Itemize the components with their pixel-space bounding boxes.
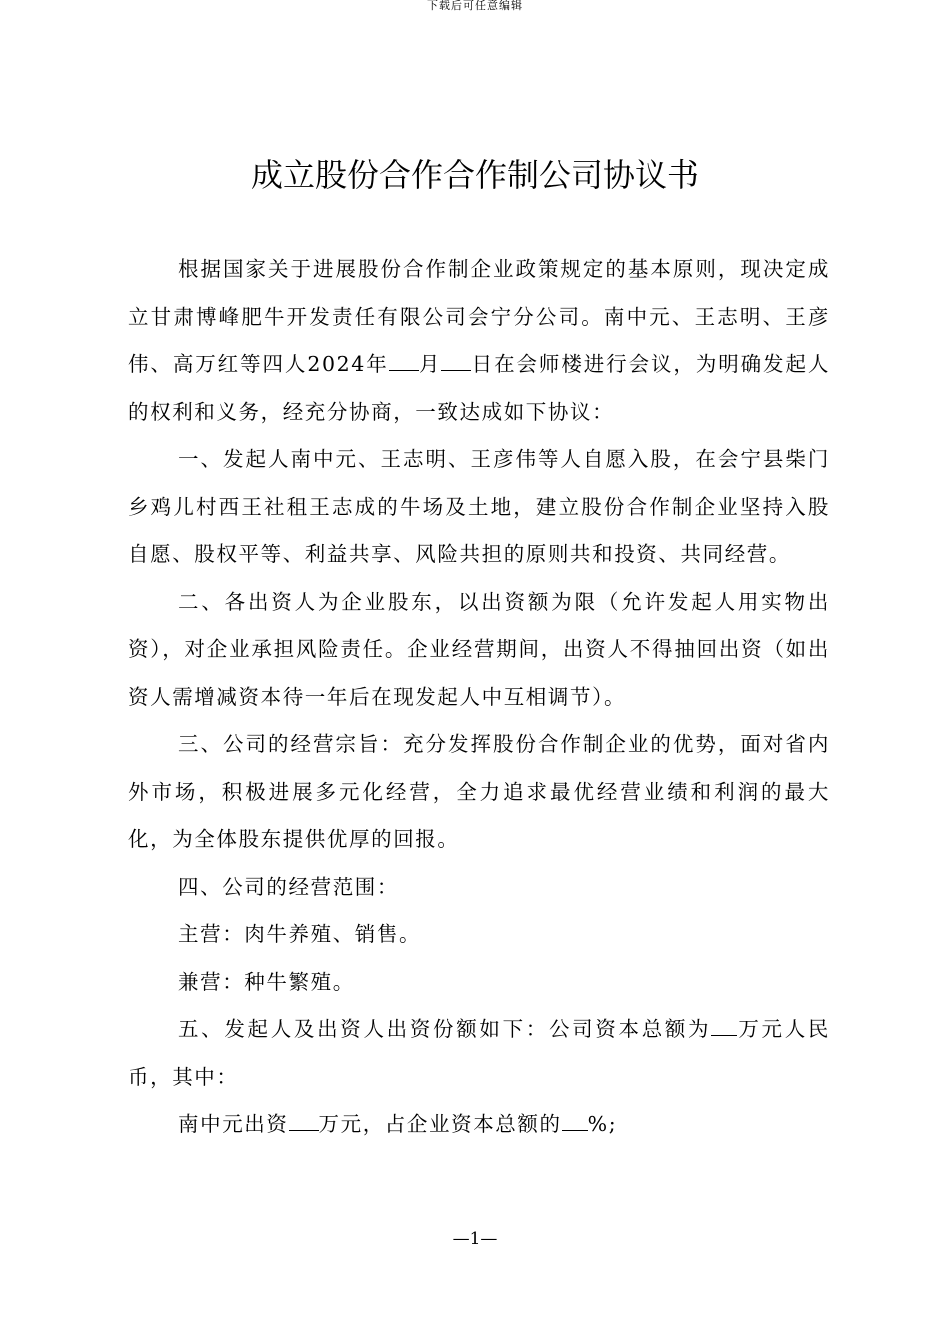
blank-month: [389, 348, 419, 371]
intro-text-part-3: 日在会师楼进行会议，为明确发起人的权利和义务，经充分协商，一致达成如下协议：: [128, 352, 830, 424]
blank-total-capital: [711, 1013, 737, 1036]
document-title: 成立股份合作合作制公司协议书: [250, 156, 699, 194]
clause-2-paragraph: 二、各出资人为企业股东，以出资额为限（允许发起人用实物出资），对企业承担风险责任。企业经营期间，出资人不得抽回出资（如出资人需增减资本待一年后在现发起人中互相调节）。: [128, 589, 830, 709]
clause-1-paragraph: 一、发起人南中元、王志明、王彦伟等人自愿入股，在会宁县柴门乡鸡儿村西王社租王志成的牛场及土地，建立股份合作制企业坚持入股自愿、股权平等、利益共享、风险共担的原则共和投资、共同经营。: [128, 447, 830, 566]
clause-5-text-part-1: 五、发起人及出资人出资份额如下：公司资本总额为: [178, 1017, 712, 1041]
page-number: —1—: [452, 1229, 498, 1249]
blank-day: [441, 348, 471, 371]
scope-main-paragraph: 主营：肉牛养殖、销售。: [178, 922, 422, 946]
document-body: [128, 246, 830, 1149]
clause-4-paragraph: 四、公司的经营范围：: [178, 874, 399, 899]
scope-side-paragraph: 兼营：种牛繁殖。: [178, 969, 355, 994]
clause-5-text-part-2: 万元人民币，其中：: [128, 1017, 830, 1089]
share-1-paragraph: [128, 1101, 830, 1149]
intro-text-part-2: 月: [418, 352, 442, 376]
share-1-text-part-2: 万元，占企业资本总额的: [318, 1112, 562, 1136]
clause-3-paragraph: 三、公司的经营宗旨：充分发挥股份合作制企业的优势，面对省内外市场，积极进展多元化经营，全力追求最优经营业绩和利润的最大化，为全体股东提供优厚的回报。: [128, 732, 830, 851]
blank-share-amount: [289, 1108, 319, 1131]
share-1-text-part-1: 南中元出资: [178, 1112, 289, 1136]
clause-5-paragraph: [128, 1006, 830, 1101]
intro-text-part-1: 根据国家关于进展股份合作制企业政策规定的基本原则，现决定成立甘肃博峰肥牛开发责任有限公司会宁分公司。南中元、王志明、王彦伟、高万红等四人2024年: [128, 257, 830, 376]
share-1-text-part-3: %;: [587, 1112, 618, 1136]
intro-paragraph: [128, 246, 830, 436]
blank-share-percent: [562, 1108, 588, 1131]
header-note: 下载后可任意编辑: [427, 0, 523, 12]
